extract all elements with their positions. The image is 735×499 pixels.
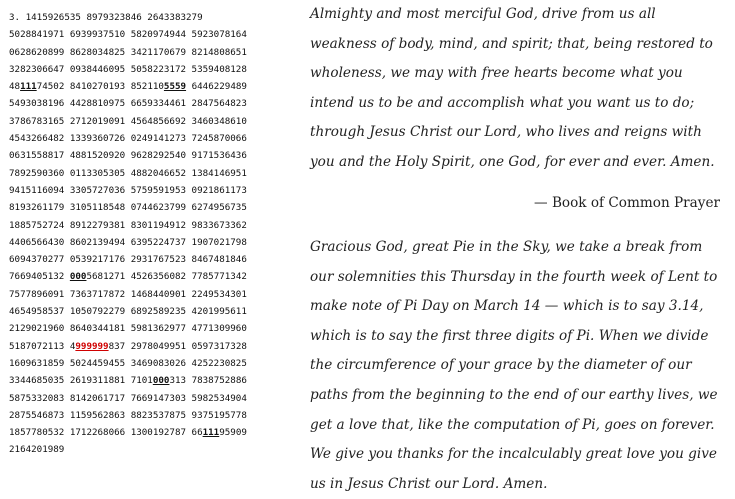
highlighted-digits: 111	[20, 81, 37, 93]
pi-digit-line: 3282306647 0938446095 5058223172 5359408128	[9, 63, 247, 75]
pi-day-prayer: Gracious God, great Pie in the Sky, we take a break from our solemnities this Thursday in the fourth week of Lent to make note of Pi Day on March 14 — which is to say 3.14, which is to say the first three digits of Pi. When we divide the circumference of your grace by the diameter of our paths from the beginning to the end of our earthy lives, we get a love that, like the computation of Pi, goes on forever. We give you thanks for the incalculably great love you give us in Jesus Christ our Lord. Amen.	[310, 239, 718, 492]
pi-digit-line: 1857780532 1712268066 1300192787 6611195909	[9, 427, 247, 439]
pi-digit-line: 5187072113 4999999837 2978049951 0597317328	[9, 340, 247, 352]
pi-digit-line: 4811174502 8410270193 8521105559 6446229489	[9, 81, 247, 93]
pi-digit-line: 4543266482 1339360726 0249141273 7245870066	[9, 133, 247, 145]
pi-digit-line: 1609631859 5024459455 3469083026 4252230825	[9, 357, 247, 369]
collect-prayer: Almighty and most merciful God, drive from us all weakness of body, mind, and spirit; that, being restored to wholeness, we may with free hearts become what you intend us to be and accomplish what you want us to do; through Jesus Christ our Lord, who lives and reigns with you and the Holy Spirit, one God, for ever and ever. Amen.	[310, 6, 715, 170]
attribution: — Book of Common Prayer	[534, 195, 720, 211]
highlighted-digits: 000	[152, 375, 170, 387]
pi-digit-line: 4654958537 1050792279 6892589235 4201995611	[9, 306, 247, 318]
pi-digit-line: 2129021960 8640344181 5981362977 4771309960	[9, 323, 247, 335]
pi-digit-line: 9415116094 3305727036 5759591953 0921861173	[9, 184, 247, 196]
pi-digit-line: 0628620899 8628034825 3421170679 8214808651	[9, 46, 247, 58]
pi-digit-line: 7892590360 0113305305 4882046652 1384146951	[9, 167, 247, 179]
pi-digit-line: 6094370277 0539217176 2931767523 8467481846	[9, 254, 247, 266]
pi-digit-line: 7577896091 7363717872 1468440901 2249534301	[9, 288, 247, 300]
pi-digit-line: 1885752724 8912279381 8301194912 9833673362	[9, 219, 247, 231]
pi-digit-line: 5028841971 6939937510 5820974944 5923078164	[9, 29, 247, 41]
pi-digits-column	[9, 9, 247, 459]
highlighted-digits: 000	[69, 271, 87, 283]
pi-digit-line: 3. 1415926535 8979323846 2643383279	[9, 12, 203, 23]
highlighted-digits: 5559	[163, 81, 187, 93]
pi-digit-line: 5493038196 4428810975 6659334461 2847564823	[9, 98, 247, 110]
pi-digit-line: 4406566430 8602139494 6395224737 1907021798	[9, 236, 247, 248]
pi-digit-line: 5875332083 8142061717 7669147303 5982534904	[9, 392, 247, 404]
pi-digit-line: 3786783165 2712019091 4564856692 3460348610	[9, 115, 247, 127]
pi-digit-line: 7669405132 0005681271 4526356082 7785771342	[9, 271, 247, 283]
pi-digit-line: 3344685035 2619311881 7101000313 7838752886	[9, 375, 247, 387]
highlighted-digits: 999999	[75, 340, 109, 352]
pi-digit-line: 2875546873 1159562863 8823537875 9375195778	[9, 409, 247, 421]
pi-digit-line: 8193261179 3105118548 0744623799 6274956735	[9, 202, 247, 214]
pi-digit-line: 2164201989	[9, 444, 65, 456]
pi-digit-line: 0631558817 4881520920 9628292540 9171536436	[9, 150, 247, 162]
highlighted-digits: 111	[202, 427, 220, 439]
